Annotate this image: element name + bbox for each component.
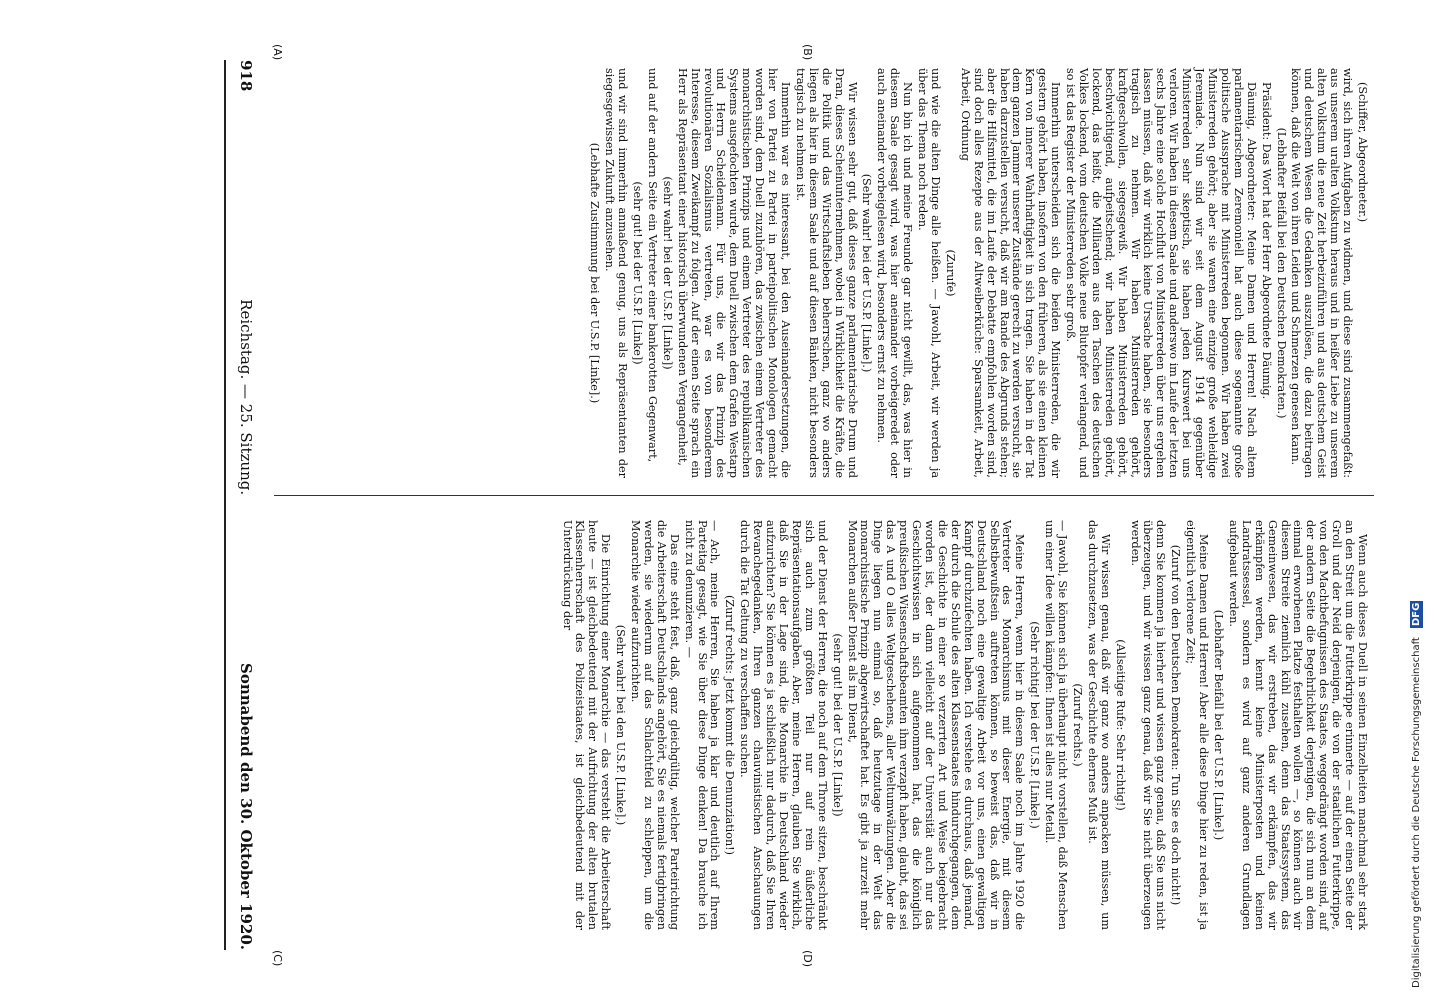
- interjection: (sehr wahr! bei der U.S.P. [Linke]): [660, 176, 674, 370]
- paragraph: und auf der andern Seite ein Vertreter einer bankerotten Gegenwart,: [645, 68, 659, 463]
- paragraph: Däumig, Abgeordneter: Meine Damen und Herren! Nach altem parlamentarischem Zeremoniell hat auch diese sogenannte große politische Aussprache mit Ministerreden begonnen. Wir haben zwei Ministerreden gehört; aber sie waren eine einzige große wehleidige Jeremiade. Nun sind wir seit dem August 1914 gegenüber Ministerreden sehr skeptisch, sie haben jeden Kurswert bei uns verloren. Wir haben in diesem Saale und anderswo im Laufe der letzten sechs Jahre eine solche Hochflut von Ministerreden über uns ergehen lassen müssen, daß wir wirklich keine Ursache haben, sie besonders tragisch zu nehmen. Wir haben Ministerreden gehört, kraftgeschwollen, siegesgewiß. Wir haben Ministerreden gehört, beschwichtigend, aufpeitschend; wir haben Ministerreden gehört, lockend, das heißt, die Milliarden aus den Taschen des deutschen Volkes lockend, vom deutschen Volke neue Blutopfer verlangend, und so ist das Register der Ministerreden sehr groß.: [1064, 68, 1258, 478]
- header-date: Sonnabend den 30. Oktober 1920.: [237, 662, 255, 950]
- left-column: [585, 68, 1368, 478]
- paragraph: denn Sie kommen ja hierher und wissen ganz genau, daß Sie uns nicht überzeugen, und wir wissen ganz genau, daß wir Sie nicht überzeugen werden.: [1128, 520, 1168, 930]
- paragraph: Die Einrichtung einer Monarchie — das versteht die Arbeiterschaft heute — ist gleichbedeutend mit der Aufrichtung der alten brutalen Klassenherrschaft des Polizeistaates, ist gleichbedeutend mit der Unterdrückung der: [560, 520, 613, 930]
- interjection: (Zurufe): [943, 249, 957, 297]
- interjection: (Allseitige Rufe: Sehr richtig!): [1113, 639, 1127, 811]
- margin-marker-d: (D): [801, 950, 814, 968]
- interjection: (Zuruf von den Deutschen Demokraten: Tun Sie es doch nicht!): [1169, 544, 1183, 906]
- margin-marker-c: (C): [271, 950, 284, 967]
- page-header: [224, 60, 266, 950]
- paragraph: Meine Damen und Herren! Aber alle diese Dinge hier zu reden, ist ja eigentlich verlorene Zeit;: [1184, 520, 1211, 930]
- paragraph: Das eine steht fest, daß, ganz gleichgültig, welcher Parteirichtung die Arbeiterschaft Deutschlands angehört, Sie es niemals fertigbringen werden, sie wiederum auf das Schlachtfeld zu schleppen, um die Monarchie wieder aufzurichten.: [629, 520, 681, 930]
- interjection: (Zuruf rechts: Jetzt kommt die Denunziation!): [723, 594, 737, 856]
- paragraph: und wie die alten Dinge alle heißen. — Jawohl, Arbeit, wir werden ja über das Thema noch reden.: [916, 68, 942, 478]
- paragraph: Präsident: Das Wort hat der Herr Abgeordnete Däumig.: [1259, 82, 1273, 400]
- interjection: (Lebhafte Zustimmung bei der U.S.P. [Linke].): [588, 142, 602, 404]
- interjection: (sehr gut! bei der U.S.P. [Linke]): [830, 633, 844, 817]
- interjection: (Sehr wahr! bei der U.S.P. [Linke].): [860, 173, 874, 373]
- digitization-text: Digitalisierung gefördert durch die Deutsche Forschungsgemeinschaft: [1411, 637, 1422, 988]
- paragraph: Nun bin ich und meine Freunde gar nicht gewillt, das, was hier in diesem Saale gesagt wird, was hier aneinander vorbeigeredet oder auch aneinander vorbeigelesen wird, besonders ernst zu nehmen.: [875, 68, 915, 478]
- paragraph: Immerhin war es interessant, bei den Auseinandersetzungen, die hier von Partei zu Partei in parteipolitischen Monologen gemacht worden sind, dem Duell zuzuhören, das zwischen einem Vertreter des monarchistischen Prinzips und einem Vertreter des republikanischen Systems ausgefochten wurde, dem Duell zwischen dem Grafen Westarp und Herrn Scheidemann. Für uns, die wir das Prinzip des revolutionären Sozialismus vertreten, war es von besonderem Interesse, diesem Zweikampf zu folgen. Auf der einen Seite sprach ein Herr als Repräsentant einer historisch überwundenen Vergangenheit,: [675, 68, 793, 478]
- paragraph: — Jawohl, Sie können sich ja überhaupt nicht vorstellen, daß Menschen um einer Idee willen kämpfen: Ihnen ist alles nur Metall.: [1043, 520, 1070, 930]
- paragraph: Wir wissen sehr gut, daß dieses ganze parlamentarische Drum und Dran, dieses Scheinunternehmen, wobei in Wirklichkeit die Kräfte, die die Politik und das Wirtschaftsleben beherrschen, ganz wo anders liegen als hier in diesem Saale und auf diesen Bänken, nicht besonders tragisch zu nehmen ist.: [793, 68, 859, 478]
- paragraph: Immerhin unterscheiden sich die beiden Ministerreden, die wir gestern gehört haben, insofern von den früheren, als sie einen kleinen Kern von innerer Wahrhaftigkeit in sich tragen. Sie haben in der Tat dem ganzen Jammer unserer Zustände gerecht zu werden versucht, sie haben darzustellen versucht, daß wir am Rande des Abgrunds stehen; aber die Hilfsmittel, die im Laufe der Debatte empfohlen worden sind, sind doch alles Rezepte aus der Altweiberküche: Sparsamkeit, Arbeit, Arbeit, Ordnung: [958, 68, 1063, 478]
- margin-marker-a: (A): [271, 44, 284, 61]
- header-title: Reichstag. — 25. Sitzung.: [237, 299, 255, 496]
- interjection: (Sehr richtig! bei der U.S.P. [Linke].): [1028, 621, 1042, 829]
- paragraph: und der Dienst der Herren, die noch auf dem Throne sitzen, beschränkt sich auch zum größten Teil nur auf rein äußerliche Repräsentationsaufgaben. Aber, meine Herren, glauben Sie wirklich, daß Sie in der Lage sind, die Monarchie in Deutschland wieder aufzurichten? Sie können es ja schließlich nur dadurch, daß Sie Ihren Revanchegedanken, Ihren ganzen chauvinistischen Anschauungen durch die Tat Geltung zu verschaffen suchen.: [738, 520, 829, 930]
- page-number: 918: [237, 60, 255, 92]
- paragraph: und wir sind immerhin anmaßend genug, uns als Repräsentanten der siegesgewissen Zukunft anzusehen.: [603, 68, 630, 478]
- interjection: (sehr gut! bei der U.S.P. [Linke]): [631, 181, 645, 365]
- paragraph: Meine Herren, wenn hier in diesem Saale noch im Jahre 1920 die Vertreter des Monarchismus mit dieser Energie, mit diesem Selbstbewußtsein auftreten können, so beweist das, daß wir in Deutschland noch eine gewaltige Arbeit vor uns, einen gewaltigen Kampf durchzufechten haben. Ich verstehe es durchaus, daß jemand, der durch die Schule des alten Klassenstaates hindurchgegangen, dem die Geschichte in einer so verzerrten Art und Weise beigebracht worden ist, der dann vielleicht auf der Universität auch nur das Geschichtswissen in sich aufgenommen hat, das die königlich preußischen Wissenschaftsbeamten ihm verzapft haben, glaubt, das sei das A und O alles Weltgeschehens, aller Weltumwälzungen. Aber die Dinge liegen nun einmal so, daß heutzutage in der Welt das monarchistische Prinzip abgewirtschaftet hat. Es gibt ja zurzeit mehr Monarchen außer Dienst als im Dienst,: [845, 520, 1027, 930]
- paragraph: (Schiffer, Abgeordneter.): [1356, 82, 1369, 223]
- paragraph: — Ach, meine Herren, Sie haben ja klar und deutlich auf Ihrem Parteitag gesagt, wie Sie über diese Dinge denken! Da brauche ich nicht zu denunzieren. —: [682, 520, 722, 930]
- interjection: (Sehr wahr! bei den U.S.P. [Linke].): [614, 624, 628, 826]
- paragraph: Wir wissen genau, daß wir ganz wo anders anpacken müssen, um das durchzusetzen, was der Geschichte ehernes Muß ist.: [1085, 520, 1112, 930]
- interjection: (Lebhafter Beifall bei der U.S.P. [Linke].): [1212, 609, 1226, 841]
- digitization-note: [1410, 8, 1430, 988]
- column-divider: [274, 495, 1374, 496]
- interjection: (Lebhafter Beifall bei den Deutschen Demokraten.): [1274, 127, 1288, 419]
- margin-marker-b: (B): [801, 44, 814, 61]
- paragraph: Wenn auch dieses Duell in seinen Einzelheiten manchmal sehr stark an den Streit um die Futterkrippe erinnerte — auf der einen Seite der Groll und der Neid derjenigen, die von der staatlichen Futterkrippe, von den Machtbefugnissen des Staates, weggedrängt worden sind, auf der andern Seite die Begehrlichkeit derjenigen, die sich nun an dem einmal erworbenen Platze festhalten wollen —, so können auch wir diesem Streite ziemlich kühl zusehen, denn das Staatssystem, das Gemeinwesen, das wir erstreben, das wir erkämpfen, das wir erkämpfen werden, kennt keine Ministerposten und keinen Landratssessel, sondern es wird auf ganz anderen Grundlagen aufgebaut werden.: [1226, 520, 1369, 930]
- interjection: (Zuruf rechts.): [1070, 683, 1084, 767]
- paragraph: wird, sich ihren Aufgaben zu widmen, und diese sind zusammengefaßt: aus unserem uralten Volkstum heraus und in heißer Liebe zu unserem alten Volkstum die neue Zeit herbeizuführen und aus deutschem Geist und deutschem Wesen die Gedanken auszulösen, die dazu beitragen können, daß die Welt von ihren Leiden und Schmerzen genesen kann.: [1289, 68, 1355, 478]
- dfg-logo: DFG: [1411, 602, 1422, 626]
- right-column: [558, 520, 1368, 930]
